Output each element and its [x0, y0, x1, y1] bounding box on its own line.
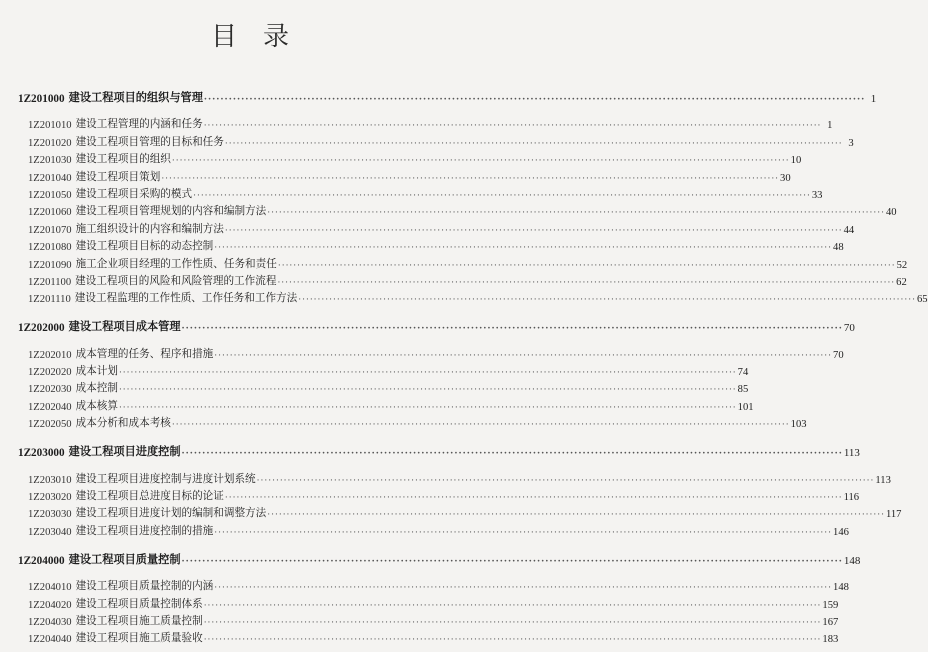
toc-entry-title: 成本计划	[75, 365, 118, 378]
toc-entry-page-number: 30	[780, 172, 791, 184]
toc-entry-code: 1Z204030	[28, 616, 72, 628]
dot-leader: ································································································································································	[181, 449, 843, 460]
section-entry-code: 1Z202000	[18, 322, 65, 335]
toc-entry-code: 1Z201030	[28, 155, 72, 167]
section-entry-title: 建设工程项目的组织与管理	[68, 90, 203, 104]
dot-leader: ································································································································································	[203, 617, 822, 628]
dot-leader: ································································································································································	[203, 121, 822, 132]
toc-entry-page-number: 117	[885, 509, 902, 521]
toc-entry[interactable]	[18, 114, 833, 132]
dot-leader: ································································································································································	[171, 420, 790, 431]
dot-leader: ································································································································································	[277, 260, 896, 271]
toc-entry[interactable]	[18, 149, 802, 167]
section-entry-title: 建设工程项目质量控制	[68, 551, 181, 566]
dot-leader: ································································································································································	[214, 583, 833, 594]
dot-leader: ································································································································································	[181, 556, 843, 567]
toc-entry-page-number: 101	[737, 401, 754, 413]
toc-entry-code: 1Z203020	[28, 492, 72, 504]
toc-entry[interactable]	[18, 378, 749, 396]
section-spacer	[18, 459, 484, 468]
toc-entry-title: 成本核算	[75, 399, 118, 412]
toc-entry-page-number: 159	[822, 599, 839, 611]
toc-entry-page-number: 1	[827, 120, 833, 132]
toc-entry-page-number: 65	[916, 294, 928, 306]
toc-entry-page-number: 44	[843, 224, 855, 236]
toc-entry-title: 建设工程项目进度计划的编制和调整方法	[75, 507, 267, 520]
toc-entry-title: 建设工程项目进度控制与进度计划系统	[75, 472, 256, 485]
section-entry-page-number: 113	[843, 447, 860, 460]
dot-leader: ································································································································································	[203, 95, 866, 105]
toc-entry-title: 施工企业项目经理的工作性质、任务和责任	[75, 257, 277, 270]
dot-leader: ································································································································································	[224, 138, 843, 149]
toc-entry[interactable]	[18, 611, 839, 628]
toc-entry-page-number: 10	[790, 155, 802, 167]
toc-entry-code: 1Z204010	[28, 582, 72, 594]
toc-entry[interactable]	[18, 271, 907, 288]
toc-entry-page-number: 146	[833, 526, 849, 538]
section-spacer	[18, 567, 484, 576]
toc-entry-page-number: 183	[822, 634, 839, 646]
toc-entry-page-number: 3	[848, 137, 854, 149]
toc-entry-page-number: 74	[737, 367, 749, 379]
table-of-contents	[18, 86, 928, 646]
section-entry[interactable]	[18, 548, 861, 567]
dot-leader: ································································································································································	[118, 368, 737, 379]
toc-entry[interactable]	[18, 201, 897, 219]
toc-entry[interactable]	[18, 486, 860, 504]
toc-entry[interactable]	[18, 593, 839, 611]
toc-entry-page-number: 70	[833, 349, 844, 361]
dot-leader: ································································································································································	[118, 402, 737, 413]
toc-entry[interactable]	[18, 576, 849, 594]
toc-entry-title: 建设工程项目管理的目标和任务	[75, 135, 224, 148]
toc-entry[interactable]	[18, 520, 849, 538]
toc-entry-code: 1Z201040	[28, 172, 72, 184]
toc-entry-code: 1Z203030	[28, 509, 72, 521]
section-entry-code: 1Z204000	[18, 554, 65, 567]
section-entry-title: 建设工程项目成本管理	[68, 319, 181, 334]
dot-leader: ································································································································································	[214, 350, 833, 361]
section-entry-page-number: 1	[870, 93, 877, 105]
dot-leader: ································································································································································	[277, 277, 896, 288]
toc-entry-code: 1Z201070	[28, 224, 72, 236]
toc-entry-page-number: 103	[790, 419, 807, 431]
toc-entry[interactable]	[18, 503, 902, 521]
toc-entry-code: 1Z203040	[28, 526, 72, 538]
toc-entry-code: 1Z201100	[28, 276, 72, 288]
section-entry[interactable]	[18, 86, 877, 105]
section-entry-page-number: 148	[843, 554, 861, 567]
toc-entry-title: 建设工程项目施工质量控制	[75, 614, 203, 627]
toc-entry-code: 1Z204040	[28, 634, 72, 646]
toc-entry-code: 1Z204020	[28, 599, 72, 611]
toc-entry-code: 1Z202020	[28, 367, 72, 379]
toc-entry[interactable]	[18, 468, 891, 486]
section-entry-page-number: 70	[843, 322, 855, 335]
dot-leader: ································································································································································	[118, 385, 737, 396]
toc-entry[interactable]	[18, 236, 844, 254]
dot-leader: ································································································································································	[267, 510, 885, 521]
toc-entry-code: 1Z201060	[28, 207, 72, 219]
toc-entry-code: 1Z201020	[28, 137, 72, 149]
toc-entry-title: 建设工程项目的组织	[75, 153, 171, 166]
section-entry-title: 建设工程项目进度控制	[68, 444, 181, 459]
toc-entry-title: 建设工程项目目标的动态控制	[75, 240, 214, 253]
toc-entry-page-number: 116	[843, 492, 860, 504]
dot-leader: ································································································································································	[203, 635, 822, 646]
toc-entry-title: 建设工程项目总进度目标的论证	[75, 490, 224, 503]
toc-entry-title: 建设工程监理的工作性质、工作任务和工作方法	[74, 292, 298, 305]
toc-entry[interactable]	[18, 628, 839, 646]
toc-entry-code: 1Z202030	[28, 384, 72, 396]
toc-entry-page-number: 40	[885, 207, 897, 219]
toc-entry-title: 建设工程项目的风险和风险管理的工作流程	[75, 274, 277, 287]
toc-entry-page-number: 62	[896, 276, 907, 288]
section-spacer	[18, 105, 484, 114]
toc-entry-code: 1Z202040	[28, 401, 72, 413]
toc-entry-page-number: 167	[822, 616, 839, 628]
toc-entry[interactable]	[18, 413, 807, 431]
toc-entry-page-number: 113	[875, 474, 891, 486]
section-spacer	[18, 334, 484, 343]
toc-entry-code: 1Z203010	[28, 474, 72, 486]
toc-entry-title: 建设工程项目管理规划的内容和编制方法	[75, 205, 267, 218]
section-entry[interactable]	[18, 440, 860, 460]
dot-leader: ································································································································································	[193, 190, 811, 201]
toc-entry-title: 建设工程项目质量控制体系	[75, 597, 203, 610]
section-entry-code: 1Z203000	[18, 447, 65, 460]
toc-entry[interactable]	[18, 343, 844, 361]
toc-entry[interactable]	[18, 218, 855, 236]
page-title: 目 录	[210, 22, 289, 52]
toc-entry-code: 1Z202050	[28, 419, 72, 431]
toc-entry-title: 成本管理的任务、程序和措施	[75, 347, 214, 360]
toc-entry[interactable]	[18, 131, 854, 149]
toc-entry-page-number: 48	[833, 242, 844, 254]
section-entry[interactable]	[18, 315, 855, 335]
toc-entry-title: 成本控制	[75, 382, 118, 395]
toc-entry[interactable]	[18, 361, 749, 379]
section-entry-code: 1Z201000	[18, 93, 65, 105]
dot-leader: ································································································································································	[161, 173, 780, 184]
toc-entry-title: 建设工程项目进度控制的措施	[75, 524, 214, 537]
toc-entry-title: 建设工程管理的内涵和任务	[75, 118, 203, 131]
dot-leader: ································································································································································	[181, 324, 843, 335]
toc-entry-code: 1Z202010	[28, 349, 72, 361]
dot-leader: ································································································································································	[224, 493, 843, 504]
dot-leader: ································································································································································	[214, 243, 833, 254]
toc-entry[interactable]	[18, 395, 754, 413]
toc-entry-title: 建设工程项目采购的模式	[75, 187, 193, 200]
dot-leader: ································································································································································	[267, 208, 885, 219]
toc-entry-title: 建设工程项目策划	[75, 170, 161, 183]
toc-entry-title: 成本分析和成本考核	[75, 417, 171, 430]
toc-entry-page-number: 33	[811, 189, 823, 201]
toc-entry-page-number: 148	[833, 582, 849, 594]
dot-leader: ································································································································································	[298, 295, 916, 306]
toc-entry-title: 施工组织设计的内容和编制方法	[75, 222, 224, 235]
toc-entry[interactable]	[18, 184, 823, 201]
dot-leader: ································································································································································	[224, 225, 843, 236]
toc-entry-code: 1Z201110	[28, 294, 71, 306]
toc-entry-page-number: 52	[896, 259, 908, 271]
toc-entry-title: 建设工程项目质量控制的内涵	[75, 580, 214, 593]
toc-entry-code: 1Z201090	[28, 259, 72, 271]
dot-leader: ································································································································································	[256, 475, 875, 486]
toc-entry[interactable]	[18, 253, 908, 271]
dot-leader: ································································································································································	[203, 600, 822, 611]
dot-leader: ································································································································································	[171, 156, 790, 167]
toc-entry[interactable]	[18, 288, 928, 306]
toc-entry-title: 建设工程项目施工质量验收	[75, 632, 203, 645]
dot-leader: ································································································································································	[214, 527, 833, 538]
toc-entry-page-number: 85	[737, 384, 749, 396]
toc-entry-code: 1Z201080	[28, 242, 72, 254]
toc-entry[interactable]	[18, 166, 791, 184]
toc-entry-code: 1Z201050	[28, 189, 72, 201]
toc-entry-code: 1Z201010	[28, 120, 72, 132]
